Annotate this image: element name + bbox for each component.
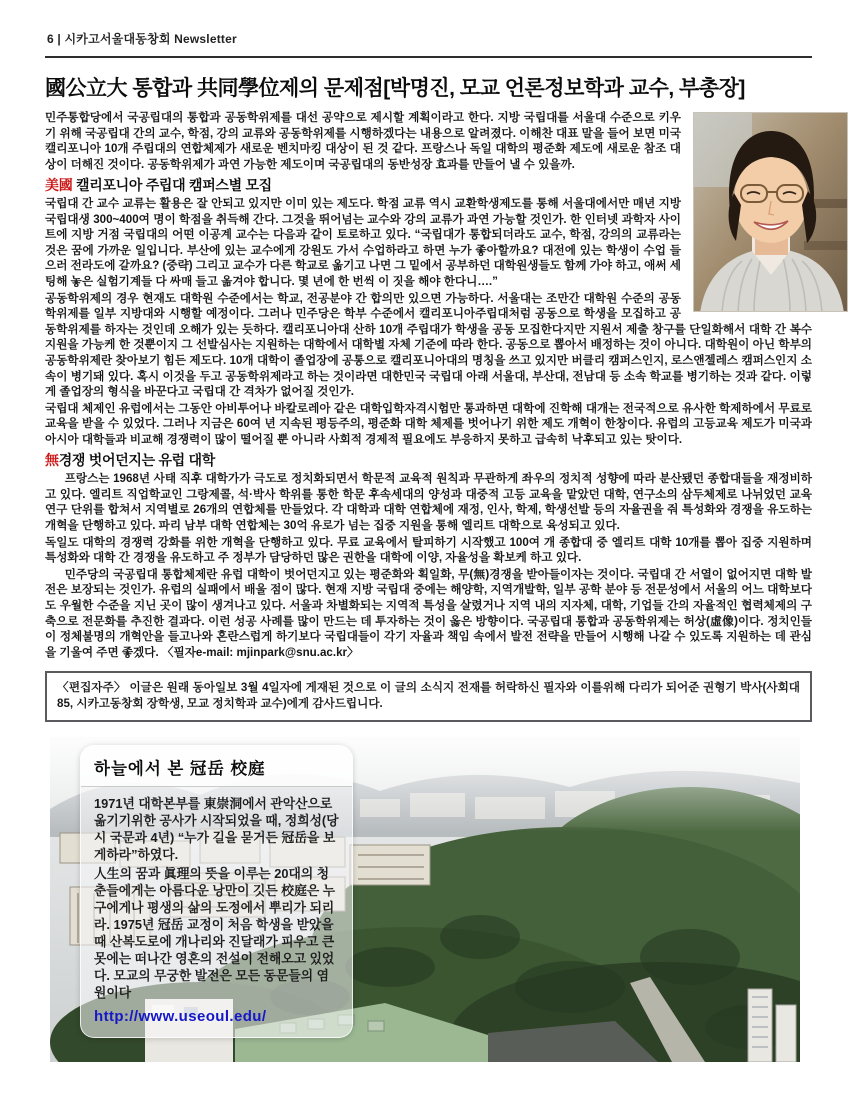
paragraph-france: 프랑스는 1968년 사태 직후 대학가가 극도로 정치화되면서 학문적 교육적 원칙과 무관하게 좌우의 정치적 성향에 따라 분산됐던 종합대들을 재정비하고 있다. 엘리트 직업학교인 그랑제콜, 석·박사 학위를 통한 학문 후속세대의 양성과 대중적 고등 교육을 맡았던 대학, 연구소의 삼두체제로 나뉘었던 교육 연구 단위를 합쳐서 지역별로 26개의 연합체를 만들었다. 각 대학과 대학 연합체에 재정, 인사, 학제, 학생선발 등의 자율권을 줘 특성화와 경쟁을 유도하는 개혁을 단행하고 있다. 파리 남부 대학 연합체는 30억 유로가 넘는 집중 지원을 통해 엘리트 대학으로 육성되고 있다. — [45, 472, 812, 532]
section-heading-hanja: 美國 — [45, 176, 73, 193]
section-heading-europe — [45, 453, 812, 469]
campus-website-link[interactable]: http://www.useoul.edu/ — [94, 1008, 267, 1026]
article-title: 國公立大 통합과 共同學位제의 문제점[박명진, 모교 언론정보학과 교수, 부총장] — [45, 77, 745, 100]
section-heading-hanja: 無 — [45, 451, 59, 468]
page-header — [45, 24, 812, 58]
aerial-overlay-title: 하늘에서 본 冠岳 校庭 — [81, 746, 352, 787]
paragraph-europe-system: 국립대 체제인 유럽에서는 그동안 아비투어나 바칼로레아 같은 대학입학자격시험만 통과하면 대학에 진학해 대개는 전국적으로 유사한 학제하에서 무료로 교육을 받을 수 있었다. 그러나 지금은 60여 년 지속된 평등주의, 평준화 대학 체제를 벗어나기 위한 제도 개혁이 한창이다. 유럽의 고등교육 제도가 미국과 아시아 대학들과 비교해 경쟁력이 많이 떨어질 뿐 아니라 사회적 경제적 필요에도 부응하지 못하고 급속히 낙후되고 있는 탓이다. — [45, 401, 812, 447]
page-number-label: 6 | 시카고서울대동창회 Newsletter — [47, 32, 237, 46]
paragraph-joint-degree: 공동학위제의 경우 현재도 대학원 수준에서는 학교, 전공분야 간 합의만 있으면 가능하다. 서울대는 조만간 대학원 수준의 공동학위제를 일부 지방대와 시행할 예정이다. 그러나 민주당은 학부 수준에서 캘리포니아주립대처럼 공동으로 학생을 모집하고 공동학위제를 하자는 것인데 오해가 있는 듯하다. 캘리포니아대 산하 10개 주립대가 학생을 공동 모집한다지만 지원서 제출 창구를 단일화해서 대학 간 복수 지원을 가능케 한 것뿐이지 그 선발심사는 지원하는 대학에서 대학별 자체 기준에 따라 한다. 공동으로 뽑아서 배정하는 것이 아니다. 대학원이 아닌 학부의 공동학위제란 찾아보기 힘든 제도다. 10개 대학이 졸업장에 공통으로 캘리포니아대의 명칭을 쓰고 있지만 버클리 캠퍼스인지, 로스앤젤레스 캠퍼스인지 소속이 병기돼 있다. 혹시 이것을 두고 공동학위제라고 하는 것이라면 대한민국 국립대 아래 서울대, 부산대, 전남대 등 소속 학교를 병기하는 것과 같다. 이렇게 졸업장의 형식을 바꾼다고 국립대 간 격차가 없어질 것인가. — [45, 291, 812, 399]
campus-aerial-feature — [50, 737, 800, 1062]
editor-note-box — [45, 671, 812, 722]
editor-note-text: 〈편집자주〉 이글은 원래 동아일보 3월 4일자에 게재된 것으로 이 글의 소식지 전재를 허락하신 필자와 이를위해 다리가 되어준 권형기 박사(사회대 85, 시카고동창회 장학생, 모교 정치학과 교수)에게 감사드립니다. — [57, 681, 800, 711]
section-heading-text: 경쟁 벗어던지는 유럽 대학 — [58, 451, 215, 468]
author-email: 〈필자e-mail: mjinpark@snu.ac.kr〉 — [161, 645, 359, 659]
paragraph-exchange: 국립대 간 교수 교류는 활용은 잘 안되고 있지만 이미 있는 제도다. 학점 교류 역시 교환학생제도를 통해 서울대에서만 매년 지방 국립대생 300~400여 명이 학점을 취득해 간다. 그것을 뛰어넘는 교수와 강의 교류가 과연 가능할 것인가. 한 인터넷 과학자 사이트에 지방 거점 국립대의 어떤 이공계 교수는 다음과 같이 토로하고 있다. “국립대가 통합되더라도 교수, 학점, 강의의 교류라는 것은 꿈에 가까운 일입니다. 부산에 있는 교수에게 강원도 가서 수업하라고 하면 누가 좋아할까요? 대전에 있는 학생이 수업 들으러 전라도에 갈까요? (중략) 그리고 교수가 다른 학교로 옮기고 나면 그 밑에서 공부하던 대학원생들도 함께 가야 하고, 애써 세팅해 놓은 실험기계들 다 싸매 들고 옮겨야 합니다. 몇 년에 한 번씩 이 짓을 해야 한다니….” — [45, 197, 681, 289]
article-body — [45, 110, 812, 722]
paragraph-intro: 민주통합당에서 국공립대의 통합과 공동학위제를 대선 공약으로 제시할 계획이라고 한다. 지방 국립대를 서울대 수준으로 키우기 위해 국공립대 간의 교수, 학점, 강의 교류와 공동학위제를 시행하겠다는 내용으로 알려졌다. 이해찬 대표 말을 들어 보면 미국 캘리포니아 10개 주립대의 연합체제가 새로운 벤치마킹 대상이 된 것 같다. 프랑스나 독일 대학의 평준화 제도에 새로운 참조 대상이 더해진 것이다. 공동학위제가 과연 가능한 제도이며 국공립대의 동반성장 효과를 만들어 낼 수 있을까. — [45, 111, 681, 171]
paragraph-conclusion — [45, 567, 812, 661]
aerial-paragraph-2: 人生의 꿈과 眞理의 뜻을 이루는 20대의 청춘들에게는 아름다운 낭만이 깃든 校庭은 누구에게나 평생의 삶의 도정에서 뿌리가 되리라. 1975년 冠岳 교정이 처음 학생을 받았을때 산복도로에 개나리와 진달래가 피우고 큰 못에는 떠나간 영혼의 전설이 전해오고 있었다. 모교의 무궁한 발전은 모든 동문들의 염원이다 — [94, 865, 336, 1001]
section-heading-text: 캘리포니아 주립대 캠퍼스별 모집 — [72, 176, 272, 193]
aerial-overlay-body — [81, 787, 352, 1001]
conclusion-text: 민주당의 국공립대 통합체제란 유럽 대학이 벗어던지고 있는 평준화와 획일화, 무(無)경쟁을 받아들이자는 것이다. 국립대 간 서열이 없어지면 대학 발전은 보장되는 것인가. 유럽의 실패에서 배울 점이 많다. 현재 지방 국립대 중에는 해양학, 지역개발학, 일부 공학 분야 등 전문성에서 서울의 어느 대학보다도 우월한 수준을 지닌 곳이 많이 생겨나고 있다. 서울과 차별화되는 지역적 특성을 살렸거나 지역 내의 지자체, 대학, 기업들 간의 자율적인 협력체제의 구축으로 전문화를 추진한 결과다. 이런 성공 사례를 많이 만드는 데 투자하는 것이 옳은 방향이다. 국공립대 통합과 공동학위제는 허상(虛像)이다. 정치인들이 정체불명의 개혁안을 들고나와 혼란스럽게 하기보다 국립대들이 각기 자율과 책임 속에서 발전 전략을 만들어 시행해 나갈 수 있도록 지원하는 데 관심을 기울여 주면 좋겠다. — [45, 567, 812, 659]
aerial-paragraph-1: 1971년 대학본부를 東崇洞에서 관악산으로 옮기기위한 공사가 시작되었을 때, 정희성(당시 국문과 4년) “누가 길을 묻거든 冠岳을 보게하라”하였다. — [94, 795, 339, 862]
professor-portrait-photo — [693, 112, 848, 312]
aerial-overlay-box — [80, 745, 353, 1038]
paragraph-germany: 독일도 대학의 경쟁력 강화를 위한 개혁을 단행하고 있다. 무료 교육에서 탈피하기 시작했고 100여 개 종합대 중 엘리트 대학 10개를 뽑아 집중 지원하며 특성화와 대학 간 경쟁을 유도하고 주 정부가 담당하던 많은 권한을 대학에 이양, 자율성을 확보케 하고 있다. — [45, 535, 812, 565]
